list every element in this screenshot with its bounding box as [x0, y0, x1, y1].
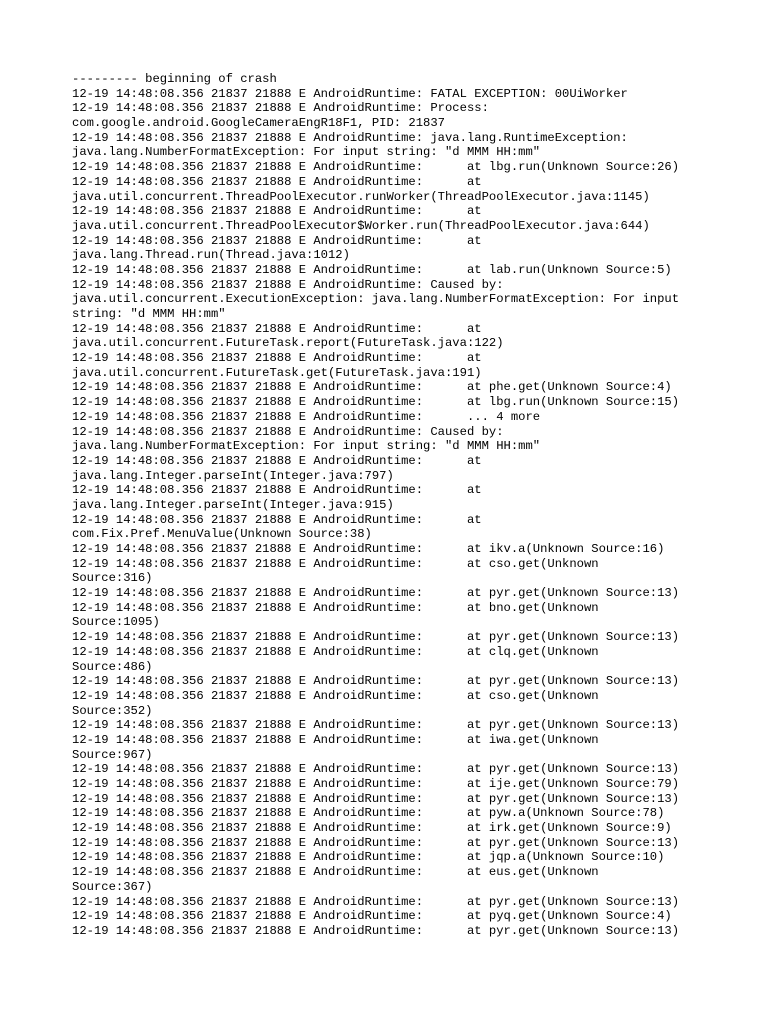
log-line: Source:486)	[72, 659, 153, 674]
log-line: java.util.concurrent.ExecutionException: java.lang.NumberFormatException: For input	[72, 292, 680, 307]
log-line: 12-19 14:48:08.356 21837 21888 E AndroidRuntime: at cso.get(Unknown	[72, 688, 599, 703]
log-line: string: "d MMM HH:mm"	[72, 307, 226, 321]
log-line: 12-19 14:48:08.356 21837 21888 E AndroidRuntime: at ije.get(Unknown Source:79)	[72, 777, 680, 791]
log-line: 12-19 14:48:08.356 21837 21888 E AndroidRuntime: at	[72, 512, 482, 527]
log-line: 12-19 14:48:08.356 21837 21888 E AndroidRuntime: Process:	[72, 101, 489, 116]
log-line: 12-19 14:48:08.356 21837 21888 E AndroidRuntime: at lab.run(Unknown Source:5)	[72, 262, 672, 277]
log-line: 12-19 14:48:08.356 21837 21888 E AndroidRuntime: at clq.get(Unknown	[72, 644, 599, 659]
log-line: 12-19 14:48:08.356 21837 21888 E AndroidRuntime: at	[72, 233, 482, 248]
crash-log	[72, 72, 712, 939]
log-line: 12-19 14:48:08.356 21837 21888 E AndroidRuntime: at pyr.get(Unknown Source:13)	[72, 894, 680, 909]
log-line: 12-19 14:48:08.356 21837 21888 E AndroidRuntime: at	[72, 204, 482, 219]
log-line: 12-19 14:48:08.356 21837 21888 E AndroidRuntime: Caused by:	[72, 424, 504, 439]
log-line: java.util.concurrent.FutureTask.get(FutureTask.java:191)	[72, 365, 482, 380]
log-line: com.Fix.Pref.MenuValue(Unknown Source:38)	[72, 527, 372, 542]
log-line: 12-19 14:48:08.356 21837 21888 E AndroidRuntime: at jqp.a(Unknown Source:10)	[72, 850, 665, 865]
log-line: java.lang.Thread.run(Thread.java:1012)	[72, 248, 350, 263]
log-line: 12-19 14:48:08.356 21837 21888 E AndroidRuntime: at lbg.run(Unknown Source:15)	[72, 395, 680, 410]
log-line: 12-19 14:48:08.356 21837 21888 E AndroidRuntime: at pyr.get(Unknown Source:13)	[72, 674, 680, 689]
log-line: 12-19 14:48:08.356 21837 21888 E AndroidRuntime: at pyr.get(Unknown Source:13)	[72, 718, 680, 733]
log-line: 12-19 14:48:08.356 21837 21888 E AndroidRuntime: at	[72, 351, 482, 366]
log-line: 12-19 14:48:08.356 21837 21888 E AndroidRuntime: at iwa.get(Unknown	[72, 732, 599, 747]
log-line: 12-19 14:48:08.356 21837 21888 E AndroidRuntime: at pyw.a(Unknown Source:78)	[72, 806, 665, 821]
log-line: 12-19 14:48:08.356 21837 21888 E AndroidRuntime: Caused by:	[72, 277, 504, 292]
log-line: 12-19 14:48:08.356 21837 21888 E AndroidRuntime: at	[72, 483, 482, 498]
log-line: 12-19 14:48:08.356 21837 21888 E AndroidRuntime: at pyr.get(Unknown Source:13)	[72, 835, 680, 850]
log-line: Source:316)	[72, 571, 153, 586]
log-line: 12-19 14:48:08.356 21837 21888 E AndroidRuntime: ... 4 more	[72, 409, 541, 424]
log-line: java.lang.NumberFormatException: For input string: "d MMM HH:mm"	[72, 145, 541, 160]
log-line: 12-19 14:48:08.356 21837 21888 E AndroidRuntime: at pyq.get(Unknown Source:4)	[72, 909, 672, 924]
log-line: java.util.concurrent.ThreadPoolExecutor.runWorker(ThreadPoolExecutor.java:1145)	[72, 189, 650, 204]
log-line: 12-19 14:48:08.356 21837 21888 E AndroidRuntime: FATAL EXCEPTION: 00UiWorker	[72, 86, 628, 101]
log-line: java.lang.NumberFormatException: For input string: "d MMM HH:mm"	[72, 439, 541, 454]
log-line: 12-19 14:48:08.356 21837 21888 E AndroidRuntime: at bno.get(Unknown	[72, 600, 599, 615]
log-line: Source:367)	[72, 879, 153, 894]
log-line: Source:967)	[72, 747, 153, 762]
log-line: 12-19 14:48:08.356 21837 21888 E AndroidRuntime: at pyr.get(Unknown Source:13)	[72, 762, 680, 777]
log-line: 12-19 14:48:08.356 21837 21888 E AndroidRuntime: at ikv.a(Unknown Source:16)	[72, 542, 665, 556]
log-line: 12-19 14:48:08.356 21837 21888 E AndroidRuntime: at cso.get(Unknown	[72, 556, 599, 571]
log-line: Source:1095)	[72, 615, 160, 630]
log-line: 12-19 14:48:08.356 21837 21888 E AndroidRuntime: at pyr.get(Unknown Source:13)	[72, 586, 680, 601]
log-line: Source:352)	[72, 703, 153, 718]
log-line: 12-19 14:48:08.356 21837 21888 E AndroidRuntime: at	[72, 453, 482, 468]
log-line: 12-19 14:48:08.356 21837 21888 E AndroidRuntime: at eus.get(Unknown	[72, 865, 599, 880]
log-line: com.google.android.GoogleCameraEngR18F1, PID: 21837	[72, 116, 445, 131]
log-line: 12-19 14:48:08.356 21837 21888 E AndroidRuntime: at pyr.get(Unknown Source:13)	[72, 630, 680, 645]
log-line: 12-19 14:48:08.356 21837 21888 E AndroidRuntime: at irk.get(Unknown Source:9)	[72, 821, 672, 836]
log-line: 12-19 14:48:08.356 21837 21888 E AndroidRuntime: at pyr.get(Unknown Source:13)	[72, 791, 680, 806]
log-line: 12-19 14:48:08.356 21837 21888 E AndroidRuntime: java.lang.RuntimeException:	[72, 130, 628, 145]
log-line: java.lang.Integer.parseInt(Integer.java:797)	[72, 468, 394, 483]
log-line: 12-19 14:48:08.356 21837 21888 E AndroidRuntime: at	[72, 174, 482, 189]
log-line: java.util.concurrent.FutureTask.report(FutureTask.java:122)	[72, 336, 504, 351]
log-line: java.util.concurrent.ThreadPoolExecutor$Worker.run(ThreadPoolExecutor.java:644)	[72, 218, 650, 233]
log-line: java.lang.Integer.parseInt(Integer.java:915)	[72, 497, 394, 512]
log-line: --------- beginning of crash	[72, 72, 277, 86]
log-line: 12-19 14:48:08.356 21837 21888 E AndroidRuntime: at	[72, 321, 482, 336]
log-line: 12-19 14:48:08.356 21837 21888 E AndroidRuntime: at phe.get(Unknown Source:4)	[72, 380, 672, 395]
log-line: 12-19 14:48:08.356 21837 21888 E AndroidRuntime: at pyr.get(Unknown Source:13)	[72, 923, 680, 938]
log-line: 12-19 14:48:08.356 21837 21888 E AndroidRuntime: at lbg.run(Unknown Source:26)	[72, 160, 680, 175]
